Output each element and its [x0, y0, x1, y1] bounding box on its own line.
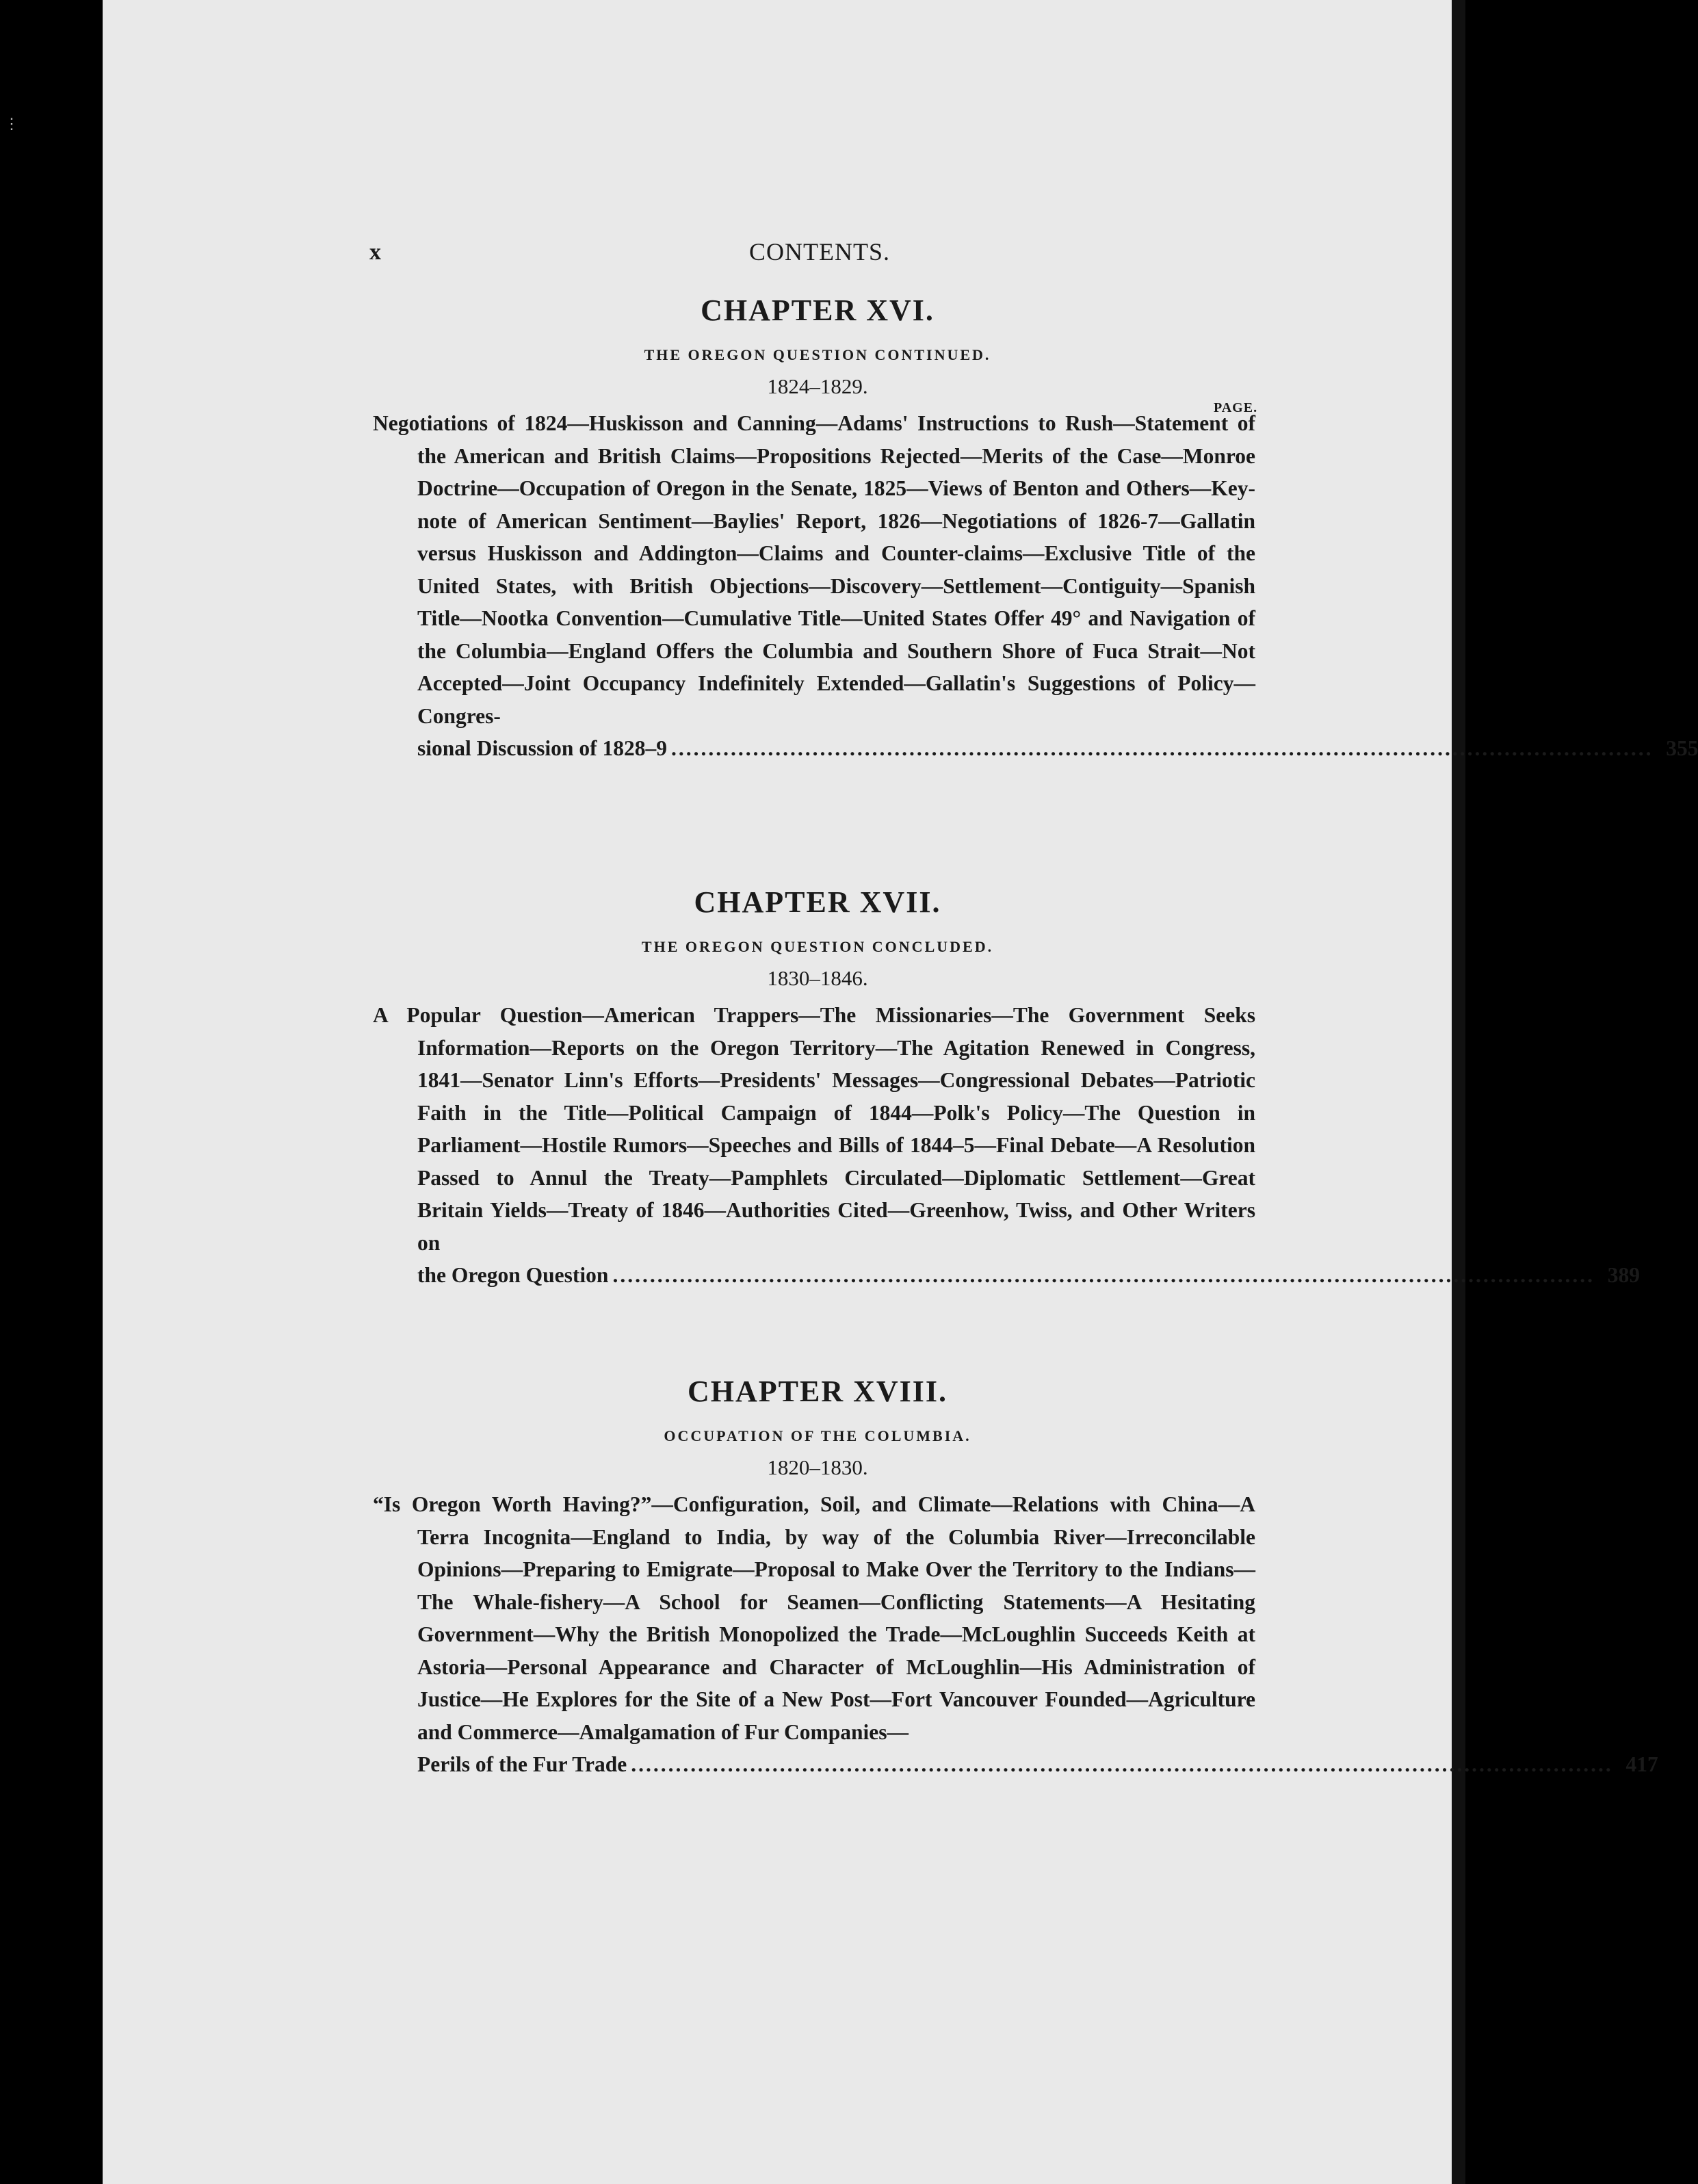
- page-number: 389: [1607, 1263, 1640, 1288]
- running-head: [0, 237, 1612, 266]
- chapter-summary: Negotiations of 1824—Huskisson and Canning—Adams' Instructions to Rush—Statement of the American and British Claims—Propositions Rejected—Merits of the Case—Monroe Doctrine—Occupation of Oregon in the Senate, 1825—Views of Benton and Others—Key-note of American Sentiment—Baylies' Report, 1826—Negotiations of 1826-7—Gallatin versus Huskisson and Addington—Claims and Counter-claims—Exclusive Title of the United States, with British Objections—Discovery—Settlement—Contiguity—Spanish Title—Nootka Convention—Cumulative Title—United States Offer 49° and Navigation of the Columbia—England Offers the Columbia and Southern Shore of Fuca Strait—Not Accepted—Joint Occupancy Indefinitely Extended—Gallatin's Suggestions of Policy—Congres-: [373, 411, 1255, 728]
- dot-leader: ....................................................................................................................................: [670, 736, 1654, 761]
- dot-leader: ....................................................................................................................................: [631, 1752, 1613, 1777]
- page-gutter-shadow: [1452, 0, 1465, 2184]
- chapter-summary: A Popular Question—American Trappers—The Missionaries—The Government Seeks Information—Reports on the Oregon Territory—The Agitation Renewed in Congress, 1841—Senator Linn's Efforts—Presidents' Messages—Congressional Debates—Patriotic Faith in the Title—Political Campaign of 1844—Polk's Policy—The Question in Parliament—Hostile Rumors—Speeches and Bills of 1844–5—Final Debate—A Resolution Passed to Annul the Treaty—Pamphlets Circulated—Diplomatic Settlement—Great Britain Yields—Treaty of 1846—Authorities Cited—Greenhow, Twiss, and Other Writers on: [373, 1003, 1255, 1255]
- chapter-summary: “Is Oregon Worth Having?”—Configuration, Soil, and Climate—Relations with China—A Terra Incognita—England to India, by way of the Columbia River—Irreconcilable Opinions—Preparing to Emigrate—Proposal to Make Over the Territory to the Indians—The Whale-fishery—A School for Seamen—Conflicting Statements—A Hesitating Government—Why the British Monopolized the Trade—McLoughlin Succeeds Keith at Astoria—Personal Appearance and Character of McLoughlin—His Administration of Justice—He Explores for the Site of a New Post—Fort Vancouver Founded—Agriculture and Commerce—Amalgamation of Fur Companies—: [373, 1492, 1255, 1744]
- chapter-subtitle: OCCUPATION OF THE COLUMBIA.: [664, 1427, 971, 1445]
- toc-final-line: [373, 1748, 1658, 1781]
- chapter-entry-xvi: [373, 294, 1698, 765]
- scan-edge-mark: ⋮: [4, 115, 19, 132]
- chapter-title: CHAPTER XVI.: [701, 294, 935, 327]
- chapter-summary-end: Perils of the Fur Trade: [417, 1752, 627, 1777]
- toc-final-line: [373, 1259, 1640, 1292]
- page-number: 355: [1666, 736, 1698, 761]
- chapter-summary-end: the Oregon Question: [417, 1263, 609, 1288]
- page-number: 417: [1625, 1752, 1658, 1777]
- toc-final-line: [373, 732, 1698, 765]
- chapter-dates: 1830–1846.: [767, 965, 868, 990]
- chapter-summary-end: sional Discussion of 1828–9: [417, 736, 667, 761]
- running-head-text: CONTENTS.: [749, 238, 890, 265]
- chapter-entry-xviii: [373, 1375, 1658, 1781]
- dot-leader: ....................................................................................................................................: [612, 1263, 1595, 1288]
- chapter-title: CHAPTER XVIII.: [687, 1375, 948, 1408]
- chapter-subtitle: THE OREGON QUESTION CONTINUED.: [644, 346, 991, 364]
- chapter-entry-xvii: [373, 885, 1640, 1292]
- chapter-dates: 1824–1829.: [767, 374, 868, 398]
- chapter-dates: 1820–1830.: [767, 1455, 868, 1479]
- chapter-title: CHAPTER XVII.: [694, 885, 941, 919]
- chapter-subtitle: THE OREGON QUESTION CONCLUDED.: [641, 938, 994, 956]
- page-folio: x: [369, 239, 381, 265]
- page-column-label: PAGE.: [1214, 400, 1258, 415]
